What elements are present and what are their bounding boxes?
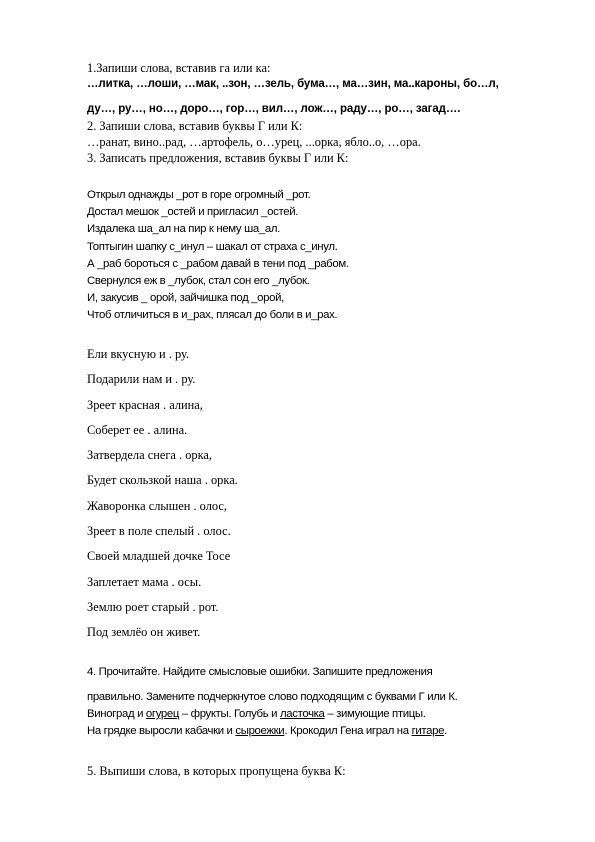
riddle-line: Под землёо он живет.: [87, 625, 201, 639]
task2-words: …ранат, вино..рад, …артофель, о…урец, ...орка, ябло..о, …ора.: [87, 135, 421, 149]
underlined-word: сыроежки: [235, 725, 285, 737]
poem-line: Издалека ша_ал на пир к нему ша_ал.: [87, 223, 280, 235]
task4-sentence-1: [87, 706, 426, 722]
task4-instruction: правильно. Замените подчеркнутое слово подходящим с буквами Г или К.: [87, 691, 458, 703]
riddle-line: Жаворонка слышен . олос,: [87, 499, 227, 513]
task1-title: 1.Запиши слова, вставив га или ка:: [87, 61, 271, 75]
text-fragment: .: [444, 725, 447, 737]
task4-title: 4. Прочитайте. Найдите смысловые ошибки. Запишите предложения: [87, 666, 433, 678]
underlined-word: ласточка: [279, 708, 325, 720]
task4-sentence-2: [87, 723, 447, 739]
text-fragment: На грядке выросли кабачки и: [87, 725, 236, 737]
text-fragment: Виноград и: [87, 708, 146, 720]
underlined-word: гитаре: [411, 725, 445, 737]
task5-title: 5. Выпиши слова, в которых пропущена буква К:: [87, 764, 346, 778]
riddle-line: Затвердела снега . орка,: [87, 448, 213, 462]
poem-line: Топтыгин шапку с_инул – шакал от страха с_инул.: [87, 241, 338, 253]
riddle-line: Зреет красная . алина,: [87, 398, 203, 412]
task1-words-line1: …литка, …лоши, …мак, ..зон, …зель, бума…, ма…зин, ма..кароны, бо…л,: [87, 78, 499, 90]
underlined-word: огурец: [145, 708, 180, 720]
riddle-line: Ели вкусную и . ру.: [87, 347, 190, 361]
poem-line: Достал мешок _остей и пригласил _остей.: [87, 206, 299, 218]
riddle-line: Заплетает мама . осы.: [87, 575, 202, 589]
text-fragment: – зимующие птицы.: [324, 708, 426, 720]
riddle-line: Будет скользкой наша . орка.: [87, 473, 238, 487]
task2-title: 2. Запиши слова, вставив буквы Г или К:: [87, 119, 303, 133]
text-fragment: . Крокодил Гена играл на: [284, 725, 412, 737]
poem-line: Чтоб отличиться в и_рах, плясал до боли в и_рах.: [87, 309, 338, 321]
task1-words-line2: ду…, ру…, но…, доро…, гор…, вил…, лож…, раду…, ро…, загад….: [87, 103, 461, 115]
task3-title: 3. Записать предложения, вставив буквы Г или К:: [87, 151, 349, 165]
riddle-line: Подарили нам и . ру.: [87, 372, 196, 386]
riddle-line: Зреет в поле спелый . олос.: [87, 524, 231, 538]
text-fragment: – фрукты. Голубь и: [179, 708, 280, 720]
poem-line: Свернулся еж в _лубок, стал сон его _лубок.: [87, 275, 310, 287]
poem-line: А _раб бороться с _рабом давай в тени под _рабом.: [87, 258, 349, 270]
poem-line: И, закусив _ орой, зайчишка под _орой,: [87, 292, 284, 304]
riddle-line: Соберет ее . алина.: [87, 423, 188, 437]
poem-line: Открыл однажды _рот в горе огромный _рот.: [87, 189, 311, 201]
riddle-line: Своей младшей дочке Тосе: [87, 549, 231, 563]
riddle-line: Землю роет старый . рот.: [87, 600, 219, 614]
